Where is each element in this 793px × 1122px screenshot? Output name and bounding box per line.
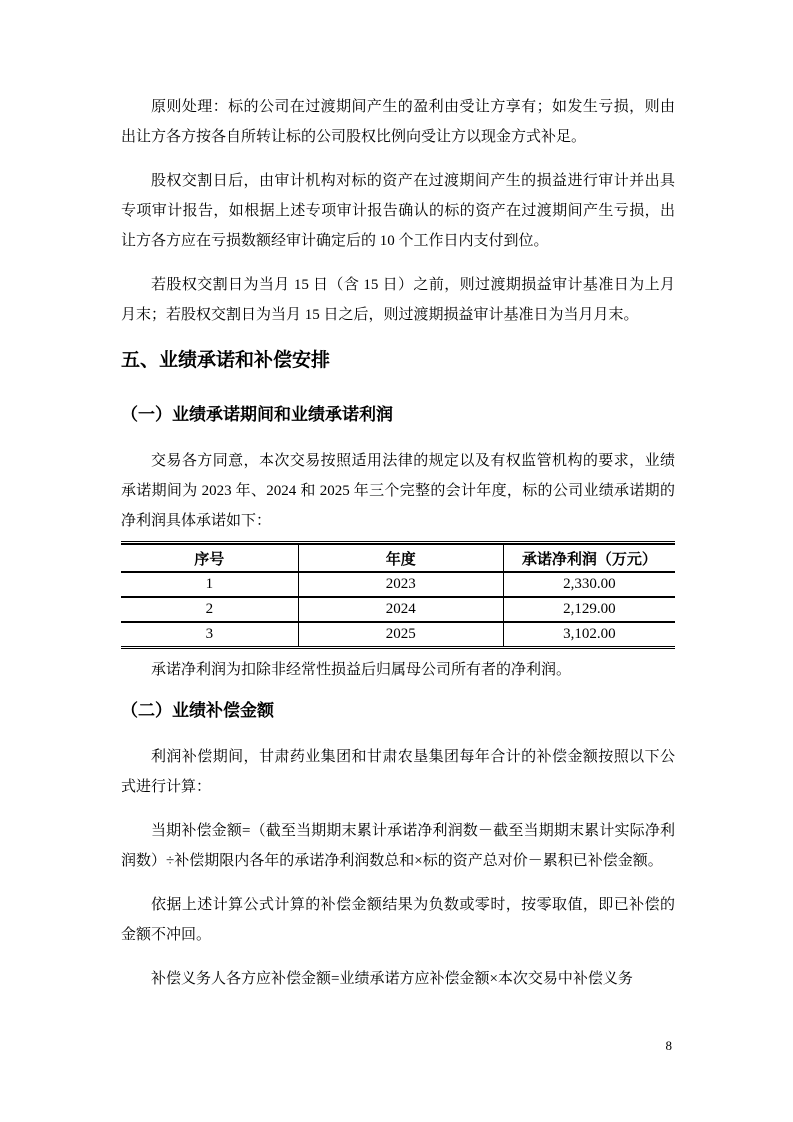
paragraph-zero-floor-rule: 依据上述计算公式计算的补偿金额结果为负数或零时，按零取值，即已补偿的金额不冲回。 [121, 897, 675, 943]
table-cell-seq: 1 [121, 572, 298, 597]
page-number: 8 [665, 1038, 672, 1053]
table-header-profit: 承诺净利润（万元） [503, 544, 675, 572]
table-row [121, 572, 675, 597]
paragraph-audit-report: 股权交割日后，由审计机构对标的资产在过渡期间产生的损益进行审计并出具专项审计报告，如根据上述专项审计报告确认的标的资产在过渡期间产生亏损，出让方各方应在亏损数额经审计确定后的 10 个工作日内支付到位。 [121, 173, 675, 249]
table-row [121, 622, 675, 647]
subsection-2-heading: （二）业绩补偿金额 [121, 701, 274, 720]
commitment-table-wrapper [121, 541, 675, 649]
subsection-1-heading: （一）业绩承诺期间和业绩承诺利润 [121, 405, 393, 424]
paragraph-compensation-intro: 利润补偿期间，甘肃药业集团和甘肃农垦集团每年合计的补偿金额按照以下公式进行计算： [121, 749, 675, 795]
table-header-seq: 序号 [121, 544, 298, 572]
paragraph-net-profit-note: 承诺净利润为扣除非经常性损益后归属母公司所有者的净利润。 [151, 662, 572, 678]
section-5-heading: 五、业绩承诺和补偿安排 [121, 350, 331, 371]
table-cell-seq: 3 [121, 622, 298, 647]
table-row [121, 597, 675, 622]
table-cell-seq: 2 [121, 597, 298, 622]
table-cell-profit: 2,129.00 [503, 597, 675, 622]
paragraph-transition-profit: 原则处理：标的公司在过渡期间产生的盈利由受让方享有；如发生亏损，则由出让方各方按各自所转让标的公司股权比例向受让方以现金方式补足。 [121, 99, 675, 145]
paragraph-commitment-period: 交易各方同意，本次交易按照适用法律的规定以及有权监管机构的要求，业绩承诺期间为 2023 年、2024 和 2025 年三个完整的会计年度，标的公司业绩承诺期的净利润具体承诺如下： [121, 453, 675, 529]
table-header-row [121, 544, 675, 572]
table-cell-profit: 2,330.00 [503, 572, 675, 597]
paragraph-obligor-share: 补偿义务人各方应补偿金额=业绩承诺方应补偿金额×本次交易中补偿义务 [151, 971, 633, 987]
paragraph-audit-base-date: 若股权交割日为当月 15 日（含 15 日）之前，则过渡期损益审计基准日为上月月末；若股权交割日为当月 15 日之后，则过渡期损益审计基准日为当月月末。 [121, 277, 675, 323]
table-cell-year: 2025 [298, 622, 503, 647]
paragraph-compensation-formula: 当期补偿金额=（截至当期期末累计承诺净利润数－截至当期期末累计实际净利润数）÷补偿期限内各年的承诺净利润数总和×标的资产总对价－累积已补偿金额。 [121, 823, 675, 869]
table-cell-year: 2023 [298, 572, 503, 597]
table-cell-year: 2024 [298, 597, 503, 622]
table-cell-profit: 3,102.00 [563, 626, 616, 642]
commitment-net-profit-table [121, 543, 675, 647]
table-header-year: 年度 [298, 544, 503, 572]
